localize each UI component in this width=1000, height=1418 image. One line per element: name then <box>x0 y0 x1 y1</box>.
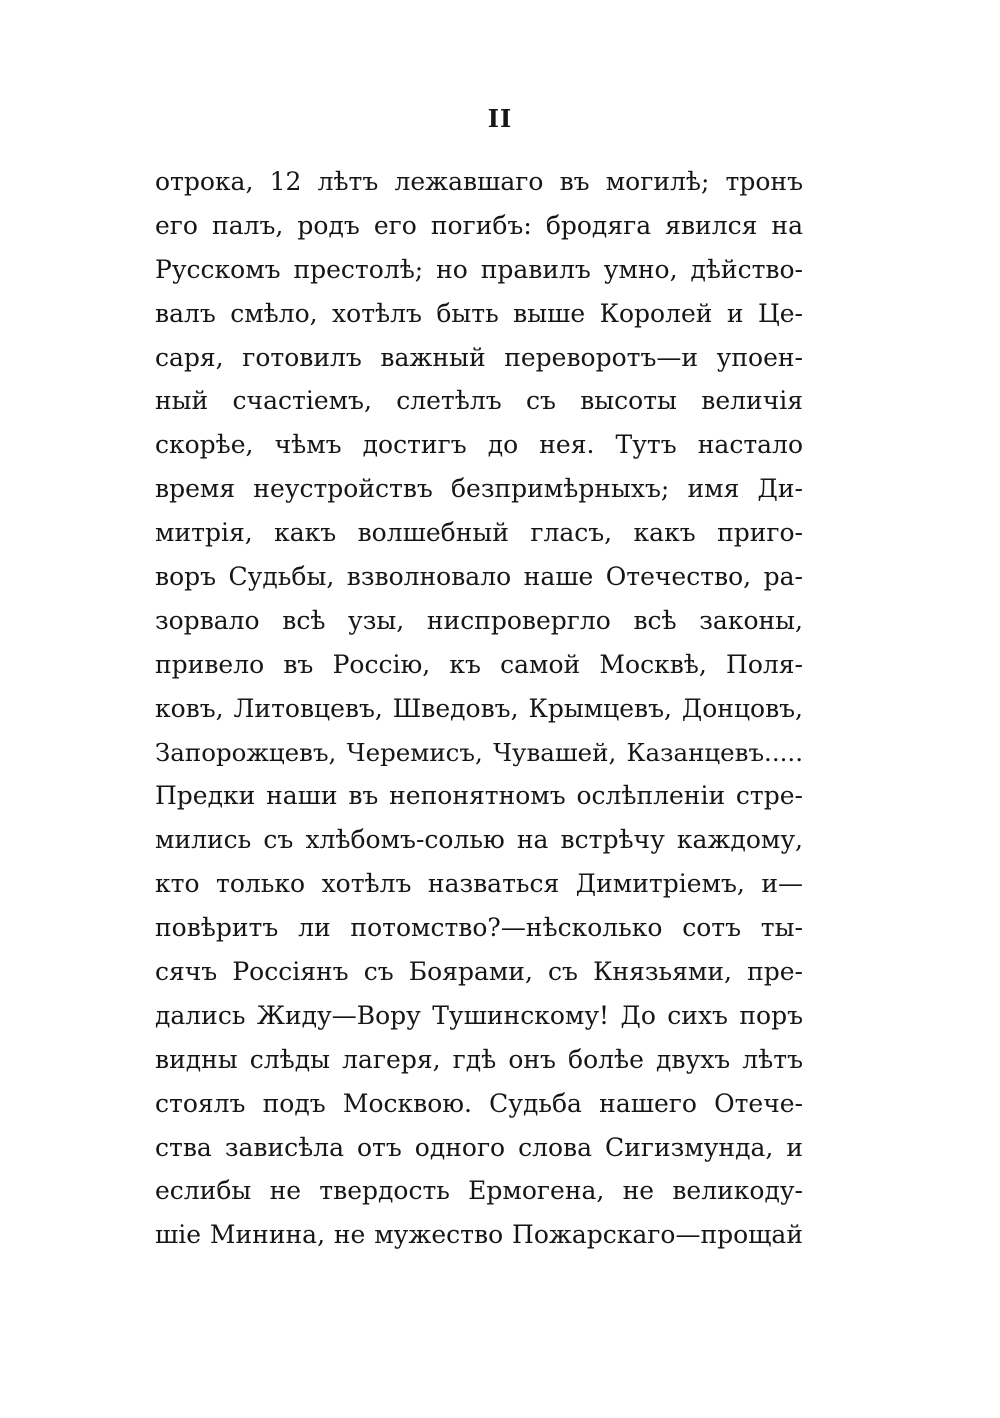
text-line: сячъ Россіянъ съ Боярами, съ Князьями, пре- <box>155 957 803 987</box>
text-line: Запорожцевъ, Черемисъ, Чувашей, Казанцевъ..... <box>155 737 803 767</box>
body-text <box>155 160 803 1257</box>
text-line: воръ Судьбы, взволновало наше Отечество, ра- <box>155 562 803 592</box>
text-line: ства зависѣла отъ одного слова Сигизмунда, и <box>155 1132 803 1162</box>
text-line: его палъ, родъ его погибъ: бродяга явился на <box>155 210 803 240</box>
text-line: митрія, какъ волшебный гласъ, какъ приго- <box>155 518 803 548</box>
text-line: видны слѣды лагеря, гдѣ онъ болѣе двухъ лѣтъ <box>155 1044 803 1074</box>
page-number: II <box>487 104 513 133</box>
text-line: повѣритъ ли потомство?—нѣсколько сотъ ты- <box>155 913 803 943</box>
text-line: Предки наши въ непонятномъ ослѣпленіи стре- <box>155 781 803 811</box>
text-line: зорвало всѣ узы, ниспровергло всѣ законы, <box>155 605 803 635</box>
text-line: ковъ, Литовцевъ, Шведовъ, Крымцевъ, Донцовъ, <box>155 693 803 723</box>
text-line: валъ смѣло, хотѣлъ быть выше Королей и Це- <box>155 298 803 328</box>
text-line: ный счастіемъ, слетѣлъ съ высоты величія <box>155 386 803 416</box>
text-line: шіе Минина, не мужество Пожарскаго—прощай <box>155 1220 803 1250</box>
text-line: отрока, 12 лѣтъ лежавшаго въ могилѣ; тронъ <box>155 167 803 196</box>
text-line: привело въ Россію, къ самой Москвѣ, Поля- <box>155 649 803 679</box>
text-line: дались Жиду—Вору Тушинскому! До сихъ поръ <box>155 1000 803 1030</box>
text-line: саря, готовилъ важный переворотъ—и упоен- <box>155 342 803 372</box>
text-line: стоялъ подъ Москвою. Судьба нашего Отече- <box>155 1088 803 1118</box>
text-line: скорѣе, чѣмъ достигъ до нея. Тутъ настало <box>155 430 803 460</box>
text-line: мились съ хлѣбомъ-солью на встрѣчу каждому, <box>155 825 803 855</box>
text-line: еслибы не твердость Ермогена, не великоду- <box>155 1176 803 1206</box>
text-line: кто только хотѣлъ назваться Димитріемъ, и— <box>155 869 803 899</box>
text-line: Русскомъ престолѣ; но правилъ умно, дѣйство- <box>155 254 803 284</box>
text-line: время неустройствъ безпримѣрныхъ; имя Ди- <box>155 474 803 504</box>
